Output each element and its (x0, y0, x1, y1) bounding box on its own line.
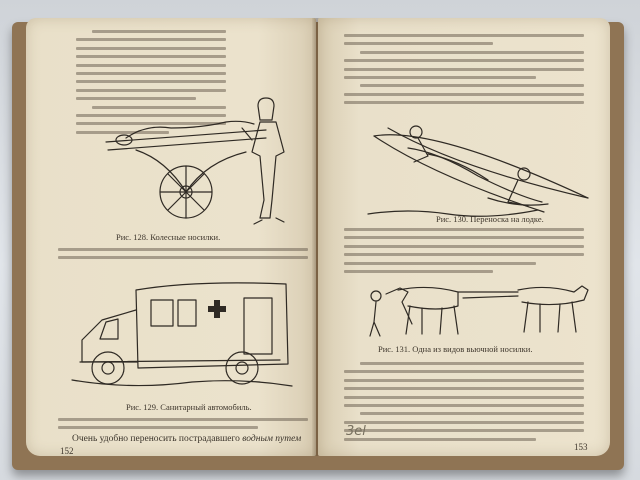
text-block-middle (58, 248, 308, 265)
horse-litter-illustration (368, 276, 598, 342)
text-block-middle-right (344, 228, 584, 278)
pencil-annotation: 3el (346, 424, 366, 439)
text-block-bottom-right (344, 362, 584, 446)
text-block-bottom (58, 418, 308, 435)
figure-128-caption: Рис. 128. Колесные носилки. (116, 232, 221, 242)
figure-131-caption: Рис. 131. Одна из видов вьючной носилки. (378, 344, 533, 354)
page-number-left: 152 (60, 446, 74, 456)
boat-transport-illustration (368, 118, 598, 218)
right-page (318, 18, 610, 456)
open-book (12, 14, 624, 472)
ambulance-illustration (66, 270, 296, 400)
figure-130-caption: Рис. 130. Переноска на лодке. (436, 214, 544, 224)
text-block-top-right (344, 34, 584, 110)
wheeled-stretcher-illustration (96, 80, 306, 230)
left-page (26, 18, 316, 456)
page-number-right: 153 (574, 442, 588, 452)
figure-129-caption: Рис. 129. Санитарный автомобиль. (126, 402, 252, 412)
paragraph-start: Очень удобно переносить пострадавшего водным путем (72, 434, 302, 444)
